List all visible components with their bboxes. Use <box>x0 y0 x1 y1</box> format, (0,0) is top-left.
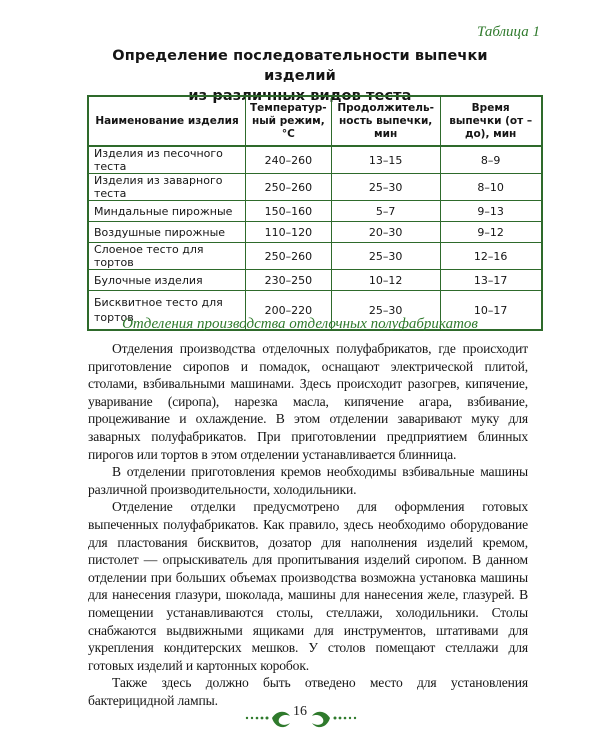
table-row <box>88 174 542 201</box>
table-row <box>88 201 542 222</box>
cell-temperature: 230–250 <box>246 270 332 291</box>
cell-baking-time: 8–9 <box>440 146 542 174</box>
table-title-line-1: Определение последовательности выпечки изделий <box>112 48 488 84</box>
cell-duration: 25–30 <box>331 243 440 270</box>
paragraph: Отделение отделки предусмотрено для оформления готовых выпеченных полуфабрикатов. Как правило, здесь необходимо оборудование для пластования бисквитов, дозатор для наполнения изделий кремом, пистолет — опрыскиватель для пропитывания изделий сиропом. В данном отделении при больших объемах производства возможна установка машины для нанесения глазури, шоколада, машины для нанесения желе, глазурей. В помещении устанавливаются столы, стеллажи, холодильники. Столы снабжаются выдвижными ящиками для инструментов, штативами для укрепления кондитерских мешков. У столов помещают стеллажи для готовых изделий и картонных коробок. <box>88 499 528 673</box>
cell-temperature: 250–260 <box>246 174 332 201</box>
cell-product: Слоеное тесто для тортов <box>88 243 246 270</box>
cell-duration: 13–15 <box>331 146 440 174</box>
cell-duration: 20–30 <box>331 222 440 243</box>
cell-product: Миндальные пирожные <box>88 201 246 222</box>
cell-temperature: 150–160 <box>246 201 332 222</box>
cell-temperature: 200–220 <box>246 291 332 331</box>
cell-temperature: 240–260 <box>246 146 332 174</box>
cell-baking-time: 9–13 <box>440 201 542 222</box>
cell-temperature: 110–120 <box>246 222 332 243</box>
table-row <box>88 270 542 291</box>
paragraph: Также здесь должно быть отведено место для установления бактерицидной лампы. <box>88 675 528 708</box>
table-title-line-2: из различных видов теста <box>188 88 412 104</box>
cell-product: Изделия из заварного теста <box>88 174 246 201</box>
header-product-name: Наименование изделия <box>88 96 246 146</box>
page-number: 16 <box>293 704 307 719</box>
cell-product: Булочные изделия <box>88 270 246 291</box>
cell-duration: 25–30 <box>331 174 440 201</box>
cell-baking-time: 12–16 <box>440 243 542 270</box>
table-header-row <box>88 96 542 146</box>
header-duration: Продолжитель-ность выпечки, мин <box>331 96 440 146</box>
cell-baking-time: 8–10 <box>440 174 542 201</box>
section-heading: Отделения производства отделочных полуфабрикатов <box>122 316 478 332</box>
header-temperature: Температур-ный режим, °С <box>246 96 332 146</box>
table-row <box>88 243 542 270</box>
cell-baking-time: 10–17 <box>440 291 542 331</box>
paragraph: В отделении приготовления кремов необходимы взбивальные машины различной производительности, холодильники. <box>88 464 528 497</box>
cell-product: Воздушные пирожные <box>88 222 246 243</box>
table-row <box>88 222 542 243</box>
paragraph: Отделения производства отделочных полуфабрикатов, где происходит приготовление сиропов и помадок, оснащают электрической плитой, столами, взбивальными машинами. Здесь происходит разогрев, кипячение, уваривание (сиропа), нарезка масла, кипячение агара, взбивание, процеживание и охлаждение. В этом отделении заваривают муку для заварных полуфабрикатов. При приготовлении предприятием блинных пирогов или тортов в этом отделении устанавливается блинница. <box>88 341 528 462</box>
cell-duration: 10–12 <box>331 270 440 291</box>
cell-baking-time: 9–12 <box>440 222 542 243</box>
header-baking-time: Время выпечки (от – до), мин <box>440 96 542 146</box>
table-row <box>88 146 542 174</box>
cell-baking-time: 13–17 <box>440 270 542 291</box>
table-number-label: Таблица 1 <box>477 24 540 40</box>
page-footer <box>0 704 600 744</box>
cell-temperature: 250–260 <box>246 243 332 270</box>
cell-duration: 5–7 <box>331 201 440 222</box>
cell-duration: 25–30 <box>331 291 440 331</box>
baking-table <box>87 95 543 331</box>
cell-product: Бисквитное тесто для тортов <box>88 291 246 331</box>
cell-product: Изделия из песочного теста <box>88 146 246 174</box>
ornament-right-icon <box>308 706 358 730</box>
body-text <box>88 340 528 709</box>
